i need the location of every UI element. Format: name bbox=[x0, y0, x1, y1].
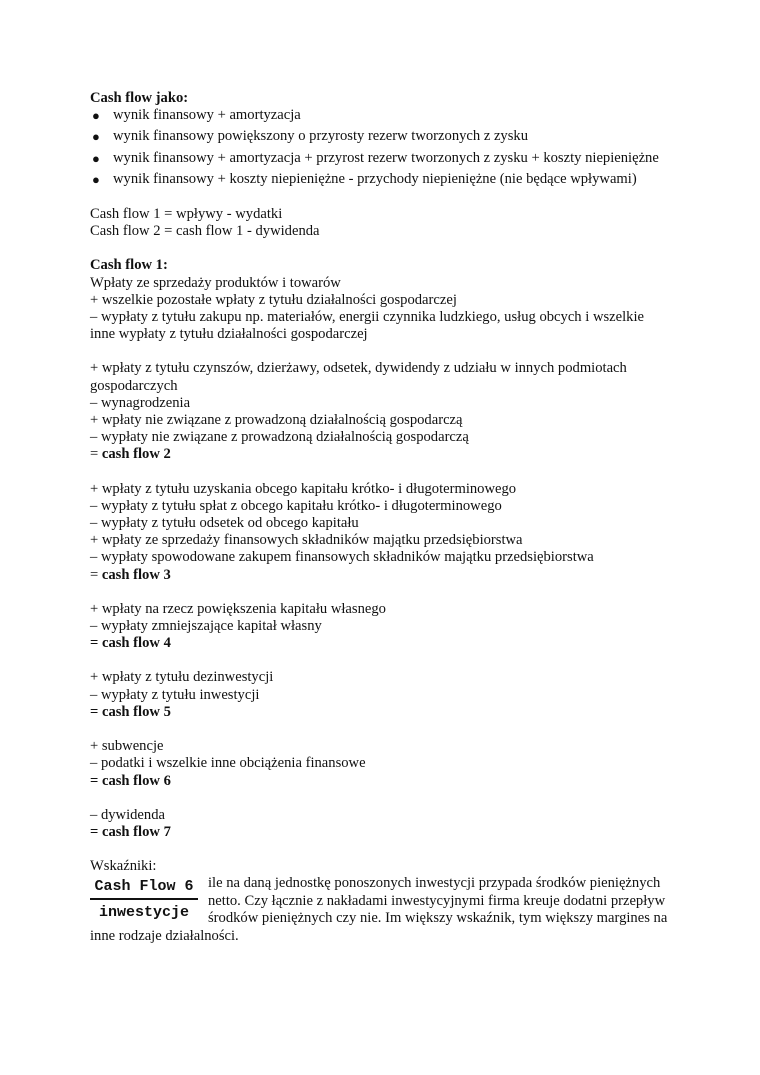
intro-bullet-list bbox=[90, 107, 670, 188]
cf1-line: + wszelkie pozostałe wpłaty z tytułu działalności gospodarczej bbox=[90, 291, 457, 308]
cf6-line: + subwencje bbox=[90, 738, 164, 755]
cf5-line: – wypłaty z tytułu inwestycji bbox=[90, 686, 260, 703]
list-item-text: wynik finansowy powiększony o przyrosty rezerw tworzonych z zysku bbox=[113, 128, 529, 145]
cf3-line: – wypłaty spowodowane zakupem finansowych składników majątku przedsiębiorstwa bbox=[90, 549, 594, 566]
bullet-icon: ● bbox=[92, 171, 100, 187]
bullet-icon: ● bbox=[92, 129, 100, 145]
cf5-result: = cash flow 5 bbox=[90, 703, 171, 720]
cf1-line: – wypłaty z tytułu zakupu np. materiałów, energii czynnika ludzkiego, usług obcych i wszelkie bbox=[90, 309, 645, 326]
cf2-line: – wynagrodzenia bbox=[90, 394, 191, 411]
cf6-result: = cash flow 6 bbox=[90, 772, 171, 789]
cf1-line: Wpłaty ze sprzedaży produktów i towarów bbox=[90, 274, 341, 291]
bullet-icon: ● bbox=[92, 150, 100, 166]
cf2-result bbox=[90, 446, 670, 463]
cf3-line: – wypłaty z tytułu odsetek od obcego kapitału bbox=[90, 515, 359, 532]
cf7-line: – dywidenda bbox=[90, 806, 165, 823]
cf6-line: – podatki i wszelkie inne obciążenia finansowe bbox=[90, 755, 366, 772]
list-item bbox=[90, 128, 670, 145]
cf3-line: + wpłaty z tytułu uzyskania obcego kapitału krótko- i długoterminowego bbox=[90, 480, 517, 497]
cf5-line: + wpłaty z tytułu dezinwestycji bbox=[90, 669, 274, 686]
result-prefix: = bbox=[90, 566, 102, 583]
cf3-line: – wypłaty z tytułu spłat z obcego kapitału krótko- i długoterminowego bbox=[90, 497, 502, 514]
bullet-icon: ● bbox=[92, 108, 100, 124]
cf4-line: + wpłaty na rzecz powiększenia kapitału własnego bbox=[90, 600, 386, 617]
list-item-text: wynik finansowy + koszty niepieniężne - przychody niepieniężne (nie będące wpływami) bbox=[113, 170, 637, 187]
cf3-result bbox=[90, 567, 670, 584]
list-item bbox=[90, 150, 670, 167]
cf2-line: + wpłaty z tytułu czynszów, dzierżawy, odsetek, dywidendy z udziału w innych podmiotach bbox=[90, 360, 627, 377]
cf7-result: = cash flow 7 bbox=[90, 823, 171, 840]
result-label: cash flow 3 bbox=[101, 566, 171, 583]
cf2-line: gospodarczych bbox=[90, 377, 178, 394]
formula-numerator: Cash Flow 6 bbox=[90, 877, 198, 900]
list-item bbox=[90, 107, 670, 124]
cf2-line: – wypłaty nie związane z prowadzoną działalnością gospodarczą bbox=[90, 429, 469, 446]
indicators-heading: Wskaźniki: bbox=[90, 858, 157, 875]
result-prefix: = bbox=[90, 446, 102, 463]
intro-heading: Cash flow jako: bbox=[90, 90, 189, 106]
definition-cf1: Cash flow 1 = wpływy - wydatki bbox=[90, 206, 283, 223]
cf4-line: – wypłaty zmniejszające kapitał własny bbox=[90, 618, 322, 635]
cf1-heading: Cash flow 1: bbox=[90, 257, 168, 274]
cf4-result: = cash flow 4 bbox=[90, 635, 171, 652]
list-item-text: wynik finansowy + amortyzacja + przyrost rezerw tworzonych z zysku + koszty niepieniężne bbox=[113, 149, 659, 166]
indicator-description: ile na daną jednostkę ponoszonych inwestycji przypada środków pieniężnych netto. Czy łącznie z nakładami inwestycyjnymi firma kreuje dodatni przepływ środków pieniężnych czy nie. Im większy wskaźnik, tym większy margines na inne rodzaje działalności. bbox=[90, 875, 668, 944]
result-label: cash flow 2 bbox=[101, 446, 171, 463]
definition-cf2: Cash flow 2 = cash flow 1 - dywidenda bbox=[90, 223, 320, 240]
formula-denominator: inwestycje bbox=[98, 904, 189, 922]
indicator-block bbox=[90, 875, 670, 945]
cf2-line: + wpłaty nie związane z prowadzoną działalnością gospodarczą bbox=[90, 412, 463, 429]
list-item-text: wynik finansowy + amortyzacja bbox=[113, 107, 301, 124]
list-item bbox=[90, 171, 670, 188]
cf1-line: inne wypłaty z tytułu działalności gospodarczej bbox=[90, 326, 368, 343]
indicator-formula bbox=[90, 877, 198, 922]
cf3-line: + wpłaty ze sprzedaży finansowych składników majątku przedsiębiorstwa bbox=[90, 532, 523, 549]
document-page bbox=[90, 90, 670, 945]
